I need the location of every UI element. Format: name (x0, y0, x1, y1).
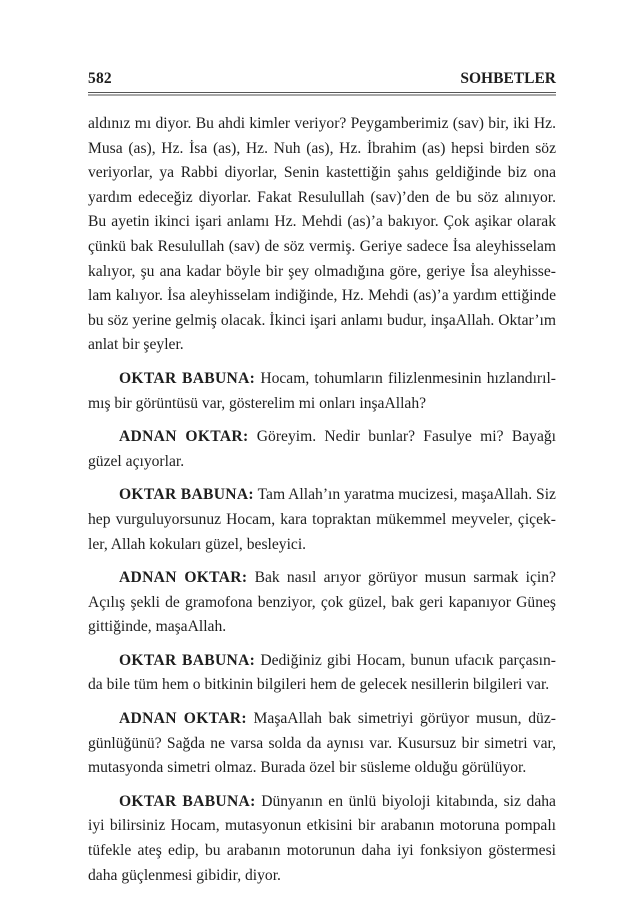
speaker-name: OKTAR BABUNA: (119, 486, 254, 504)
dialogue-paragraph (88, 649, 556, 698)
paragraph-continuation (88, 112, 556, 358)
header-rule-dark (88, 92, 556, 93)
book-page (88, 66, 556, 897)
dialogue-text: Hocam, tohumların filizlenmesinin hızlandırılmış bir görüntüsü var, gösterelim mi onları inşaAllah? (88, 369, 556, 412)
paragraph-text: aldınız mı diyor. Bu ahdi kimler veriyor? Peygamberimiz (sav) bir, iki Hz. Musa (as), Hz. İsa (as), Hz. Nuh (as), Hz. İbrahim (as) hepsi birden söz veriyorlar, ya Rabbi diyorlar, Senin kastettiğin şahıs geldiğinde biz ona yardım edeceğiz diyorlar. Fakat Resulullah (sav)’den de bu söz alınıyor. Bu ayetin ikinci işari anlamı Hz. Mehdi (as)’a bakıyor. Çok aşikar olarak çünkü bak Resulullah (sav) de söz vermiş. Geriye sadece İsa aleyhisselam kalıyor, şu ana kadar böyle bir şey olmadığına göre, geriye İsa aleyhisselam kalıyor. İsa aleyhisselam indiğinde, Hz. Mehdi (as)’a yardım ettiğinde bu söz yerine gelmiş olacak. İkinci işari anlamı budur, inşaAllah. Oktar’ım anlat bir şeyler. (88, 115, 556, 354)
dialogue-text: Tam Allah’ın yaratma mucizesi, maşaAllah. Siz hep vurguluyorsunuz Hocam, kara topraktan mükemmel meyveler, çiçekler, Allah kokuları güzel, besleyici. (88, 486, 556, 553)
speaker-name: ADNAN OKTAR: (119, 569, 248, 587)
dialogue-text: MaşaAllah bak simetriyi görüyor musun, düzgünlüğünü? Sağda ne varsa solda da aynısı var. Kusursuz bir simetri var, mutasyonda simetri olmaz. Burada özel bir süsleme olduğu görülüyor. (88, 710, 556, 777)
dialogue-text: Dediğiniz gibi Hocam, bunun ufacık parçasında bile tüm hem o bitkinin bilgileri hem de gelecek nesillerin bilgileri var. (88, 651, 556, 694)
speaker-name: OKTAR BABUNA: (119, 651, 256, 669)
dialogue-paragraph (88, 425, 556, 474)
speaker-name: OKTAR BABUNA: (119, 369, 256, 387)
speaker-name: ADNAN OKTAR: (119, 710, 247, 728)
page-number: 582 (88, 70, 112, 87)
speaker-name: ADNAN OKTAR: (119, 428, 249, 446)
speaker-name: OKTAR BABUNA: (119, 792, 256, 810)
dialogue-text: Göreyim. Nedir bunlar? Fasulye mi? Bayağı güzel açıyorlar. (88, 428, 556, 470)
dialogue-text: Bak nasıl arıyor görüyor musun sarmak için? Açılış şekli de gramofona benziyor, çok güzel, bak geri kapanıyor Güneş gittiğinde, maşaAllah. (88, 569, 556, 636)
dialogue-paragraph (88, 566, 556, 640)
page-header (88, 66, 556, 88)
running-title: SOHBETLER (460, 70, 556, 87)
dialogue-paragraph (88, 367, 556, 416)
dialogue-paragraph (88, 707, 556, 781)
header-rule-light (88, 94, 556, 96)
dialogue-text: Dünyanın en ünlü biyoloji kitabında, siz daha iyi bilirsiniz Hocam, mutasyonun etkisini bir arabanın motoruna pompalı tüfekle ateş edip, bu arabanın motorunun daha iyi fonksiyon göstermesi daha güçlenmesi gibidir, diyor. (88, 792, 556, 884)
dialogue-paragraph (88, 483, 556, 557)
dialogue-paragraph (88, 790, 556, 888)
page-body (88, 112, 556, 888)
